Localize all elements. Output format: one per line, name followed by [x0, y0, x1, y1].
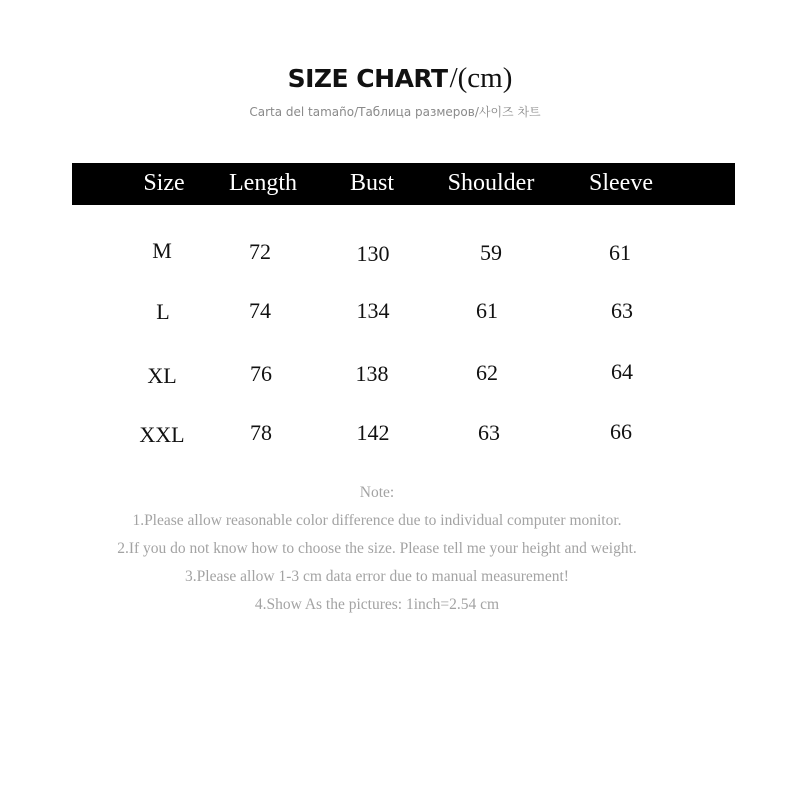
table-cell-bust: 138 — [355, 361, 389, 386]
table-cell-shoulder: 59 — [480, 240, 502, 265]
header-bust: Bust — [349, 170, 394, 196]
table-cell-bust: 130 — [356, 241, 390, 266]
table-cell-length: 72 — [249, 239, 271, 264]
header-sleeve: Sleeve — [589, 170, 653, 196]
note-line-4: 4.Show As the pictures: 1inch=2.54 cm — [254, 596, 500, 613]
table-cell-size: L — [156, 299, 170, 324]
title-text: SIZE CHART — [287, 64, 448, 93]
table-cell-length: 74 — [249, 298, 271, 323]
table-cell-size: XXL — [139, 422, 185, 447]
table-cell-shoulder: 63 — [478, 420, 500, 445]
table-cell-shoulder: 62 — [476, 360, 498, 385]
table-cell-sleeve: 63 — [611, 298, 633, 323]
table-cell-length: 78 — [250, 420, 272, 445]
table-cell-sleeve: 61 — [609, 240, 631, 265]
table-cell-bust: 142 — [356, 420, 390, 445]
table-cell-sleeve: 66 — [610, 419, 632, 444]
header-length: Length — [229, 170, 297, 196]
note-line-3: 3.Please allow 1-3 cm data error due to manual measurement! — [185, 568, 569, 585]
table-cell-size: XL — [147, 363, 177, 388]
notes-heading: Note: — [359, 484, 395, 501]
size-chart-title — [0, 62, 800, 95]
table-cell-shoulder: 61 — [476, 298, 498, 323]
note-line-2: 2.If you do not know how to choose the size. Please tell me your height and weight. — [117, 540, 637, 557]
table-cell-length: 76 — [250, 361, 272, 386]
subtitle-translations: Carta del tamaño/Таблица размеров/사이즈 차트 — [249, 105, 541, 119]
note-line-1: 1.Please allow reasonable color difference due to individual computer monitor. — [132, 512, 622, 529]
header-shoulder: Shoulder — [447, 170, 535, 196]
table-cell-sleeve: 64 — [611, 359, 633, 384]
table-cell-bust: 134 — [356, 298, 390, 323]
title-unit: /(cm) — [449, 62, 513, 94]
table-cell-size: M — [152, 238, 172, 263]
header-size: Size — [143, 170, 185, 196]
